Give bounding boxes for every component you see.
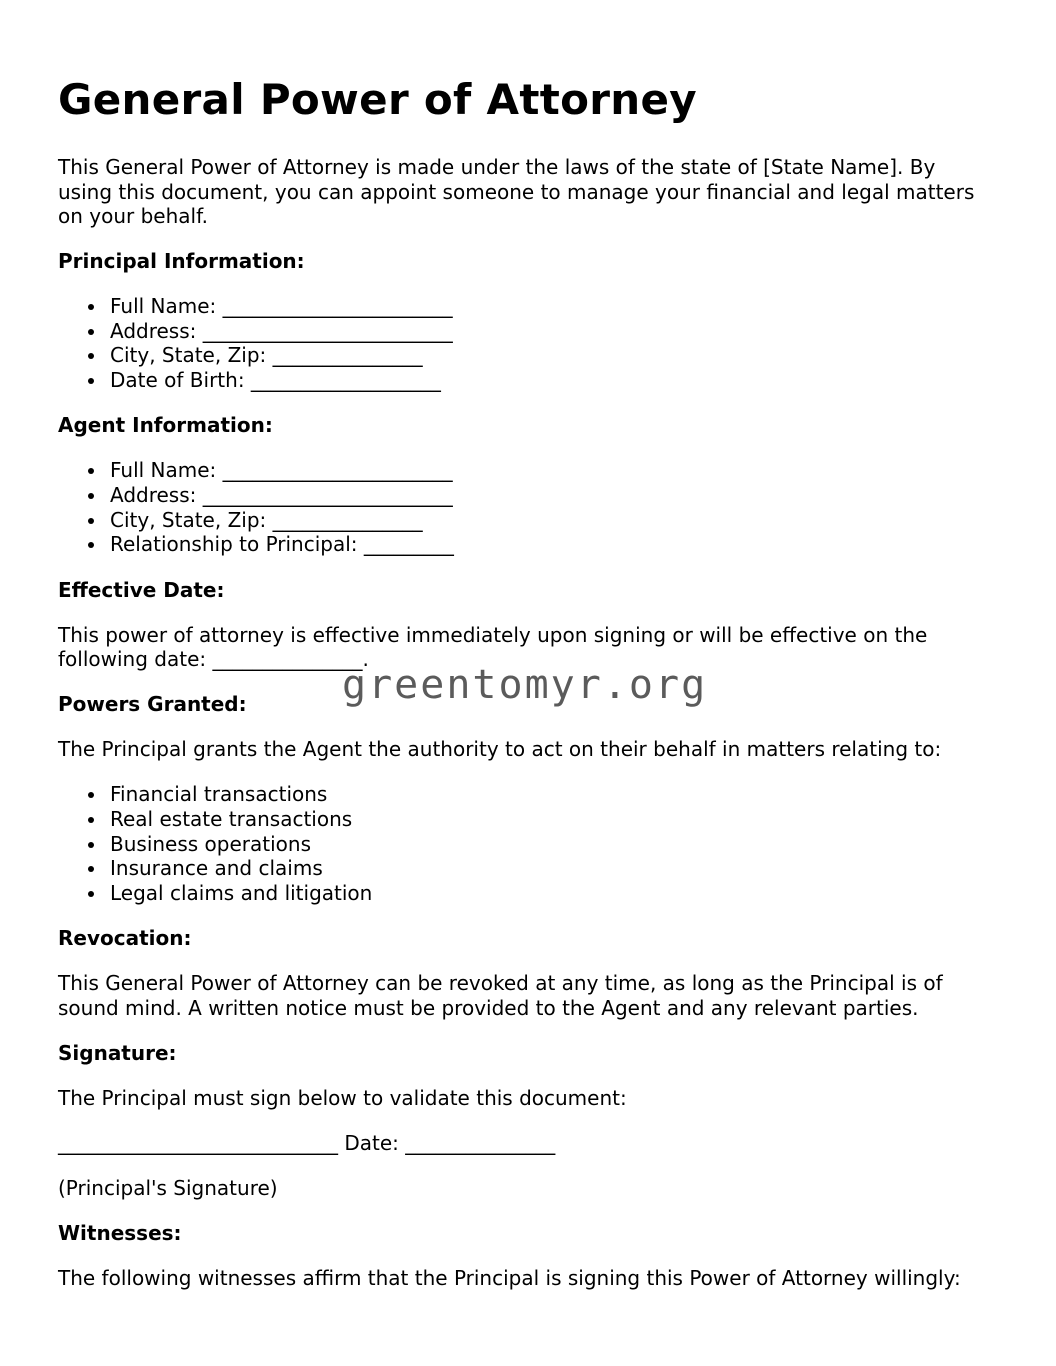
list-item: Full Name: _______________________ [110,294,988,319]
principal-heading: Principal Information: [58,249,305,273]
list-item: Address: _________________________ [110,319,988,344]
powers-list [58,782,988,906]
list-item: City, State, Zip: _______________ [110,508,988,533]
revocation-paragraph: This General Power of Attorney can be revoked at any time, as long as the Principal is of sound mind. A written notice must be provided to the Agent and any relevant parties. [58,971,943,1020]
list-item: Business operations [110,832,988,857]
list-item: Financial transactions [110,782,988,807]
witnesses-paragraph: The following witnesses affirm that the Principal is signing this Power of Attorney willingly: [58,1265,961,1290]
list-item: City, State, Zip: _______________ [110,343,988,368]
signature-paragraph: The Principal must sign below to validate this document: [58,1085,627,1110]
list-item: Full Name: _______________________ [110,458,988,483]
effective-heading: Effective Date: [58,577,225,602]
effective-paragraph: This power of attorney is effective immediately upon signing or will be effective on the following date: _______________. [58,622,928,672]
watermark: greentomyr.org [342,662,708,708]
agent-list [58,458,988,557]
agent-heading: Agent Information: [58,413,273,438]
list-item: Date of Birth: ___________________ [110,368,988,393]
powers-paragraph: The Principal grants the Agent the authority to act on their behalf in matters relating to: [58,737,942,762]
revocation-heading: Revocation: [58,926,192,951]
signature-caption: (Principal's Signature) [58,1175,278,1200]
principal-list [58,294,988,393]
intro-paragraph: This General Power of Attorney is made under the laws of the state of [State Name]. By using this document, you can appoint someone to manage your financial and legal matters on your behalf. [58,155,975,228]
list-item: Real estate transactions [110,807,988,832]
powers-heading: Powers Granted: [58,692,247,717]
list-item: Relationship to Principal: _________ [110,532,988,557]
signature-line: ____________________________ Date: _______________ [58,1130,556,1155]
signature-heading: Signature: [58,1040,177,1065]
document-title: General Power of Attorney [58,75,697,124]
witnesses-heading: Witnesses: [58,1220,182,1245]
list-item: Legal claims and litigation [110,881,988,906]
list-item: Address: _________________________ [110,483,988,508]
list-item: Insurance and claims [110,856,988,881]
